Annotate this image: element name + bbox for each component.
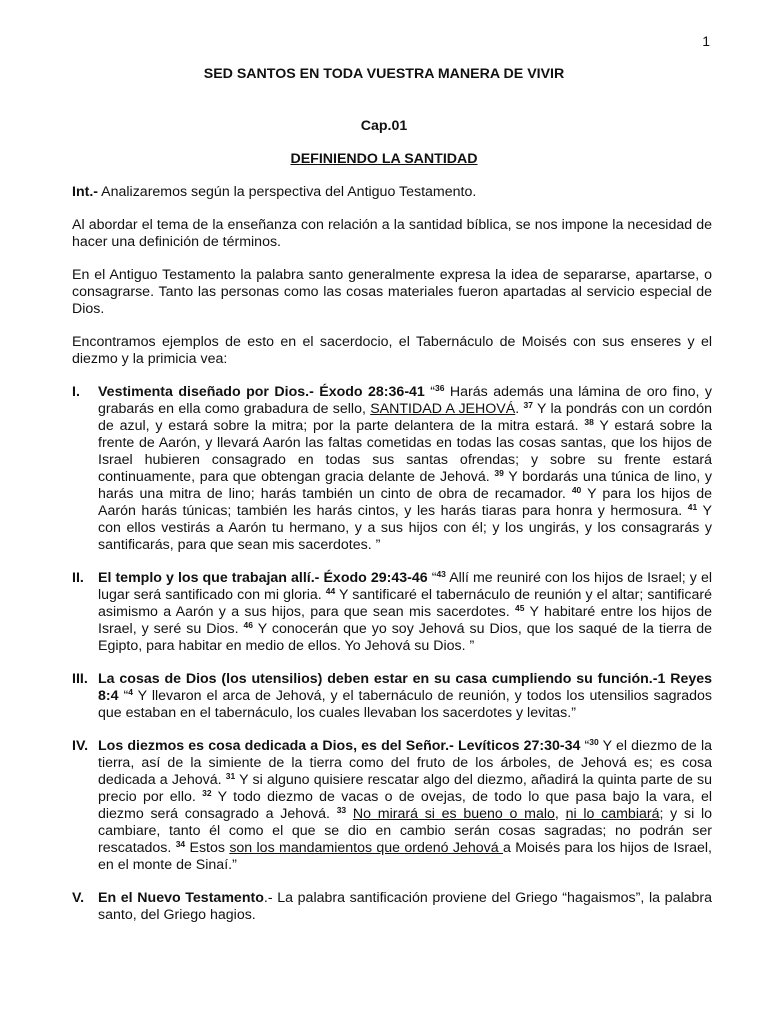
verse-text: Y llevaron el arca de Jehová, y el tabernáculo de reunión, y todos los utensilios sagrados que estaban en el tabernáculo, los cuales llevaban los sacerdotes y levitas.” [98, 688, 712, 721]
verse-number: 45 [515, 603, 525, 613]
quote-mark: “ [118, 688, 129, 704]
verse-number: 39 [494, 468, 504, 478]
verse-number: 40 [571, 485, 582, 495]
verse-number: 41 [687, 502, 698, 512]
list-item-5 [72, 890, 712, 924]
underlined-text: No mirará si es bueno o malo [352, 806, 555, 822]
verse-text: Y para los hijos de Aarón harás túnicas; también les harás cintos, y les harás tiaras para honra y hermosura. [98, 486, 712, 519]
item-text [98, 384, 712, 554]
underlined-text: son los mandamientos que ordenó Jehová [229, 840, 503, 856]
item-heading: La cosas de Dios (los utensilios) deben estar en su casa cumpliendo su función.-1 Reyes 8:4 [98, 671, 712, 704]
verse-number: 46 [243, 620, 253, 630]
item-body-text: .- La palabra santificación proviene del Griego “hagaismos”, la palabra santo, del Griego hagios. [98, 890, 713, 923]
verse-number: 37 [523, 400, 533, 410]
intro-paragraph [72, 184, 712, 201]
intro-label: Int.- [72, 184, 98, 200]
item-number: I. [72, 384, 80, 400]
verse-text: , [554, 806, 566, 822]
verse-text: Y si alguno quisiere rescatar algo del diezmo, añadirá la quinta parte de su precio por ello. [98, 772, 712, 805]
verse-number: 30 [589, 737, 599, 747]
item-number: II. [72, 570, 84, 586]
item-heading: Vestimenta diseñado por Dios.- Éxodo 28:36-41 [98, 384, 425, 400]
verse-text: Estos [185, 840, 230, 856]
document-body [72, 184, 712, 940]
item-text [98, 738, 712, 874]
verse-number: 44 [325, 586, 336, 596]
item-text [98, 570, 712, 655]
list-item-1 [72, 384, 712, 554]
verse-text: Y estará sobre la frente de Aarón, y llevará Aarón las faltas cometidas en todas las cosas santas, que los hijos de Israel hubieren consagrado en todas sus santas ofrendas; y sobre su frente estará continuamente, para que obtengan gracia delante de Jehová. [98, 418, 713, 485]
verse-text: Allí me reuniré con los hijos de Israel; y el lugar será santificado con mi gloria. [98, 570, 712, 603]
paragraph-3: Encontramos ejemplos de esto en el sacerdocio, el Tabernáculo de Moisés con sus enseres y el diezmo y la primicia vea: [72, 334, 712, 367]
item-heading: El templo y los que trabajan allí.- Éxodo 29:43-46 [98, 570, 428, 586]
chapter-label: Cap.01 [360, 118, 408, 134]
item-heading: En el Nuevo Testamento [98, 890, 264, 906]
verse-text: Y santificaré el tabernáculo de reunión y el altar; santificaré asimismo a Aarón y a sus hijos, para que sean mis sacerdotes. [98, 587, 712, 620]
list-item-4 [72, 738, 712, 874]
quote-mark: “ [424, 384, 435, 400]
verse-number: 38 [584, 417, 594, 427]
quote-mark: “ [580, 738, 590, 754]
verse-text: Y el diezmo de la tierra, así de la simiente de la tierra como del fruto de los árboles, de Jehová es; es cosa dedicada a Jehová. [98, 738, 712, 788]
quote-mark: “ [427, 570, 437, 586]
verse-text: . [515, 401, 524, 417]
underlined-text: ni lo cambiará [565, 806, 660, 822]
document-title: SED SANTOS EN TODA VUESTRA MANERA DE VIVIR [203, 66, 565, 82]
item-number: III. [72, 671, 88, 687]
list-item-3 [72, 671, 712, 722]
verse-text: a Moisés para los hijos de Israel, en el monte de Sinaí.” [98, 840, 712, 873]
item-text [98, 671, 712, 722]
verse-number: 32 [202, 788, 212, 798]
intro-text: Analizaremos según la perspectiva del Antiguo Testamento. [98, 184, 477, 200]
verse-text: Y bordarás una túnica de lino, y harás una mitra de lino; harás también un cinto de obra de recamador. [98, 469, 712, 502]
paragraph-2: En el Antiguo Testamento la palabra santo generalmente expresa la idea de separarse, apartarse, o consagrarse. Tanto las personas como las cosas materiales fueron apartadas al servicio especial de Dios. [72, 267, 712, 317]
item-heading: Los diezmos es cosa dedicada a Dios, es del Señor.- Levíticos 27:30-34 [98, 738, 581, 754]
verse-text: Y conocerán que yo soy Jehová su Dios, que los saqué de la tierra de Egipto, para habitar en medio de ellos. Yo Jehová su Dios. ” [98, 621, 712, 654]
verse-text: Y con ellos vestirás a Aarón tu hermano, y a sus hijos con él; y los ungirás, y los consagrarás y santificarás, para que sean mis sacerdotes. ” [98, 503, 712, 553]
item-number: IV. [72, 738, 89, 754]
verse-text: ; y si lo cambiare, tanto él como el que se dio en cambio serán cosas sagradas; no podrán ser rescatados. [98, 806, 712, 856]
verse-text: Harás además una lámina de oro fino, y grabarás en ella como grabadura de sello, [98, 384, 713, 417]
item-number: V. [72, 890, 85, 906]
verse-number: 34 [175, 839, 186, 849]
verse-number: 43 [436, 569, 446, 579]
verse-text [346, 806, 353, 822]
underlined-text: SANTIDAD A JEHOVÁ [370, 401, 516, 417]
verse-number: 4 [128, 687, 133, 697]
verse-number: 36 [435, 383, 445, 393]
paragraph-1: Al abordar el tema de la enseñanza con relación a la santidad bíblica, se nos impone la necesidad de hacer una definición de términos. [72, 217, 712, 250]
verse-number: 33 [336, 805, 347, 815]
verse-number: 31 [225, 771, 236, 781]
page-number: 1 [702, 33, 710, 49]
list-item-2 [72, 570, 712, 655]
item-text [98, 890, 712, 924]
verse-text: Y la pondrás con un cordón de azul, y estará sobre la mitra; por la parte delantera de la mitra estará. [98, 401, 713, 434]
verse-text: Y todo diezmo de vacas o de ovejas, de todo lo que pasa bajo la vara, el diezmo será consagrado a Jehová. [98, 789, 712, 822]
verse-text: Y habitaré entre los hijos de Israel, y seré su Dios. [98, 604, 712, 637]
section-subtitle: DEFINIENDO LA SANTIDAD [290, 151, 478, 167]
